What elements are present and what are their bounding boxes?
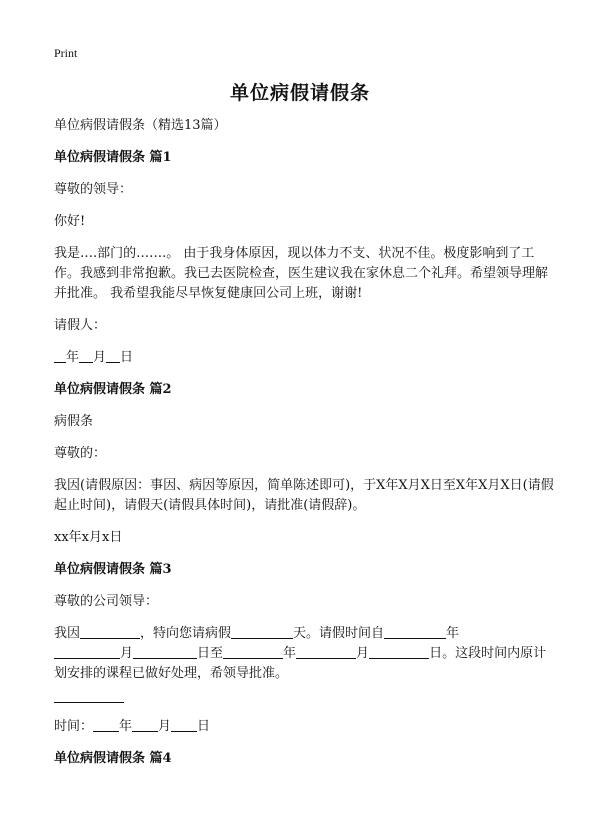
blank-end-month [296, 644, 356, 659]
blank-end-day [369, 644, 429, 659]
section-1-hello: 你好! [54, 214, 86, 229]
body-part-2: ，特向您请病假 [140, 626, 232, 641]
time-year-char: 年 [119, 719, 133, 734]
section-2-heading: 单位病假请假条 篇2 [54, 382, 172, 397]
body-part-4: 年 [446, 626, 460, 641]
section-3-time [54, 717, 554, 737]
body-part-9: 日。这段时间内原计划安排的课程已做好处理，希领导批准。 [54, 646, 547, 681]
blank-start-day [133, 644, 197, 659]
blank-reason [80, 624, 140, 639]
time-day-char: 日 [197, 719, 211, 734]
section-1-heading: 单位病假请假条 篇1 [54, 150, 172, 165]
time-label: 时间： [54, 719, 94, 734]
section-1-body: 我是….部门的…….。 由于我身体原因，现以体力不支、状况不佳。极度影响到了工作。我感到非常抱歉。我已去医院检查，医生建议我在家休息二个礼拜。希望领导理解并批准。 我希望我能尽早恢复健康回公司上班，谢谢! [54, 246, 549, 301]
signature-line [54, 702, 124, 703]
blank-time-day [171, 717, 197, 732]
section-2-body: 我因(请假原因：事因、病因等原因，简单陈述即可)，于X年X月X日至X年X月X日(请假起止时间)，请假天(请假具体时间)，请批准(请假辞)。 [54, 478, 554, 513]
year-char: 年 [66, 350, 80, 365]
body-part-8: 月 [356, 646, 370, 661]
month-char: 月 [93, 350, 107, 365]
section-1-greeting: 尊敬的领导： [54, 182, 133, 197]
blank-month [79, 348, 93, 363]
section-1-date [54, 348, 554, 368]
section-4-heading: 单位病假请假条 篇4 [54, 751, 172, 766]
section-2-label: 病假条 [54, 414, 94, 429]
blank-end-year [223, 644, 283, 659]
page-title: 单位病假请假条 [229, 82, 370, 104]
body-part-6: 日至 [197, 646, 224, 661]
blank-start-month [54, 644, 120, 659]
body-part-5: 月 [120, 646, 134, 661]
blank-day [106, 348, 120, 363]
body-part-3: 天。请假时间自 [293, 626, 385, 641]
section-3-body [54, 624, 554, 684]
body-part-1: 我因 [54, 626, 81, 641]
section-3-heading: 单位病假请假条 篇3 [54, 562, 172, 577]
intro-text: 单位病假请假条（精选13篇） [54, 118, 227, 133]
blank-time-month [132, 717, 158, 732]
section-2-date: xx年x月x日 [54, 530, 123, 545]
section-3-greeting: 尊敬的公司领导： [54, 594, 159, 609]
blank-year [54, 348, 66, 363]
print-label[interactable]: Print [54, 46, 78, 60]
blank-start-year [384, 624, 446, 639]
body-part-7: 年 [283, 646, 297, 661]
day-char: 日 [120, 350, 134, 365]
blank-time-year [93, 717, 119, 732]
document-content [54, 116, 554, 781]
section-1-signer: 请假人： [54, 318, 107, 333]
time-month-char: 月 [158, 719, 172, 734]
section-2-greeting: 尊敬的： [54, 446, 107, 461]
blank-days [231, 624, 293, 639]
